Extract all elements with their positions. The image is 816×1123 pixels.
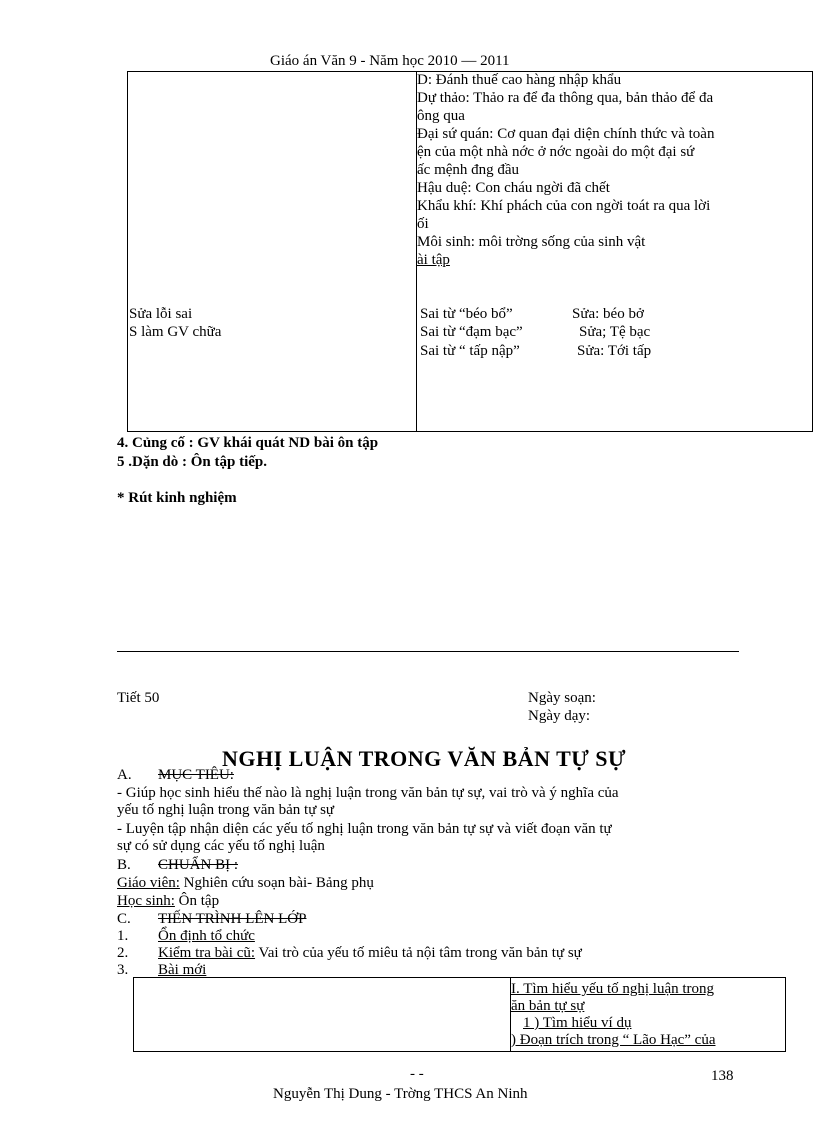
step-3-label: Bài mới xyxy=(158,962,207,978)
step-1-label: Ổn định tổ chức xyxy=(158,928,255,944)
date-taught: Ngày dạy: xyxy=(528,708,591,724)
vocab-line: ấc mệnh đng đầu xyxy=(417,162,520,178)
section-a-letter: A. xyxy=(117,767,132,783)
goal-line-4: sự có sử dụng các yếu tố nghị luận xyxy=(117,838,325,854)
section-a-heading: MỤC TIÊU: xyxy=(158,767,234,783)
page-header: Giáo án Văn 9 - Năm học 2010 — 2011 xyxy=(270,53,510,69)
step-2-line xyxy=(158,945,582,962)
vocab-line: Khẩu khí: Khí phách của con ngời toát ra qua lời xyxy=(417,198,711,214)
vocab-line: ài tập xyxy=(417,252,450,268)
date-prepared: Ngày soạn: xyxy=(528,690,596,706)
lesson-table-right-cell xyxy=(511,981,784,1051)
table2-line-3: 1 ) Tìm hiểu ví dụ xyxy=(523,1015,632,1031)
vocab-line: Đại sứ quán: Cơ quan đại diện chính thức và toàn xyxy=(417,126,715,142)
step-1-number: 1. xyxy=(117,928,129,944)
error-row-2-fix: Sửa; Tệ bạc xyxy=(579,324,651,340)
section-b-heading: CHUẨN BỊ : xyxy=(158,857,239,873)
goal-line-2: yếu tố nghị luận trong văn bản tự sự xyxy=(117,802,335,818)
period-number: Tiết 50 xyxy=(117,690,160,706)
error-row-3-wrong: Sai từ “ tấp nập” xyxy=(420,343,520,359)
vocabulary-column xyxy=(417,72,811,272)
error-row-3-fix: Sửa: Tới tấp xyxy=(577,343,652,359)
section-c-heading: TIẾN TRÌNH LÊN LỚP xyxy=(158,911,307,927)
homework-line: 5 .Dặn dò : Ôn tập tiếp. xyxy=(117,454,268,470)
vocab-line: Hậu duệ: Con cháu ngời đã chết xyxy=(417,180,610,196)
section-b-letter: B. xyxy=(117,857,131,873)
table2-line-2: ăn bản tự sự xyxy=(511,998,585,1014)
footer-dashes: - - xyxy=(410,1066,424,1082)
student-label: Học sinh: xyxy=(117,893,175,909)
step-3-number: 3. xyxy=(117,962,129,978)
vocab-line: ện của một nhà nớc ở nớc ngoài do một đại sứ xyxy=(417,144,695,160)
step-2-text: Vai trò của yếu tố miêu tả nội tâm trong văn bản tự sự xyxy=(255,945,582,961)
goal-line-3: - Luyện tập nhận diện các yếu tố nghị luận trong văn bản tự sự và viết đoạn văn tự xyxy=(117,821,612,837)
teacher-prep xyxy=(117,875,374,892)
error-row-1-fix: Sửa: béo bở xyxy=(572,306,644,322)
lesson-title: NGHỊ LUẬN TRONG VĂN BẢN TỰ SỰ xyxy=(222,746,627,771)
step-2-number: 2. xyxy=(117,945,129,961)
student-text: Ôn tập xyxy=(174,893,220,909)
table2-line-1: I. Tìm hiểu yếu tố nghị luận trong xyxy=(511,981,715,997)
error-row-2-wrong: Sai từ “đạm bạc” xyxy=(420,324,523,340)
left-cell-note: S làm GV chữa xyxy=(129,324,222,340)
step-2-label: Kiểm tra bài cũ: xyxy=(158,945,256,961)
section-c-letter: C. xyxy=(117,911,131,927)
footer-author: Nguyễn Thị Dung - Trờng THCS An Ninh xyxy=(273,1086,528,1102)
vocab-line: D: Đánh thuế cao hàng nhập khẩu xyxy=(417,72,622,88)
student-prep xyxy=(117,893,219,910)
vocab-line: ông qua xyxy=(417,108,465,124)
vocab-line: Môi sinh: môi trờng sống của sinh vật xyxy=(417,234,646,250)
teacher-text: Nghiên cứu soạn bài- Bảng phụ xyxy=(179,875,374,891)
lessons-learned-heading: * Rút kinh nghiệm xyxy=(117,490,237,506)
error-row-1-wrong: Sai từ “béo bổ” xyxy=(420,306,513,322)
page-number: 138 xyxy=(711,1068,734,1084)
goal-line-1: - Giúp học sinh hiểu thế nào là nghị luận trong văn bản tự sự, vai trò và ý nghĩa của xyxy=(117,785,619,801)
vocab-line: ối xyxy=(417,216,429,232)
teacher-label: Giáo viên: xyxy=(117,875,180,891)
left-cell-title: Sửa lỗi sai xyxy=(129,306,193,322)
consolidation-line: 4. Củng cố : GV khái quát ND bài ôn tập xyxy=(117,435,379,451)
section-separator xyxy=(117,651,739,652)
table2-line-4: ) Đoạn trích trong “ Lão Hạc” của xyxy=(511,1032,716,1048)
vocab-line: Dự thảo: Thảo ra để đa thông qua, bản thảo để đa xyxy=(417,90,714,106)
